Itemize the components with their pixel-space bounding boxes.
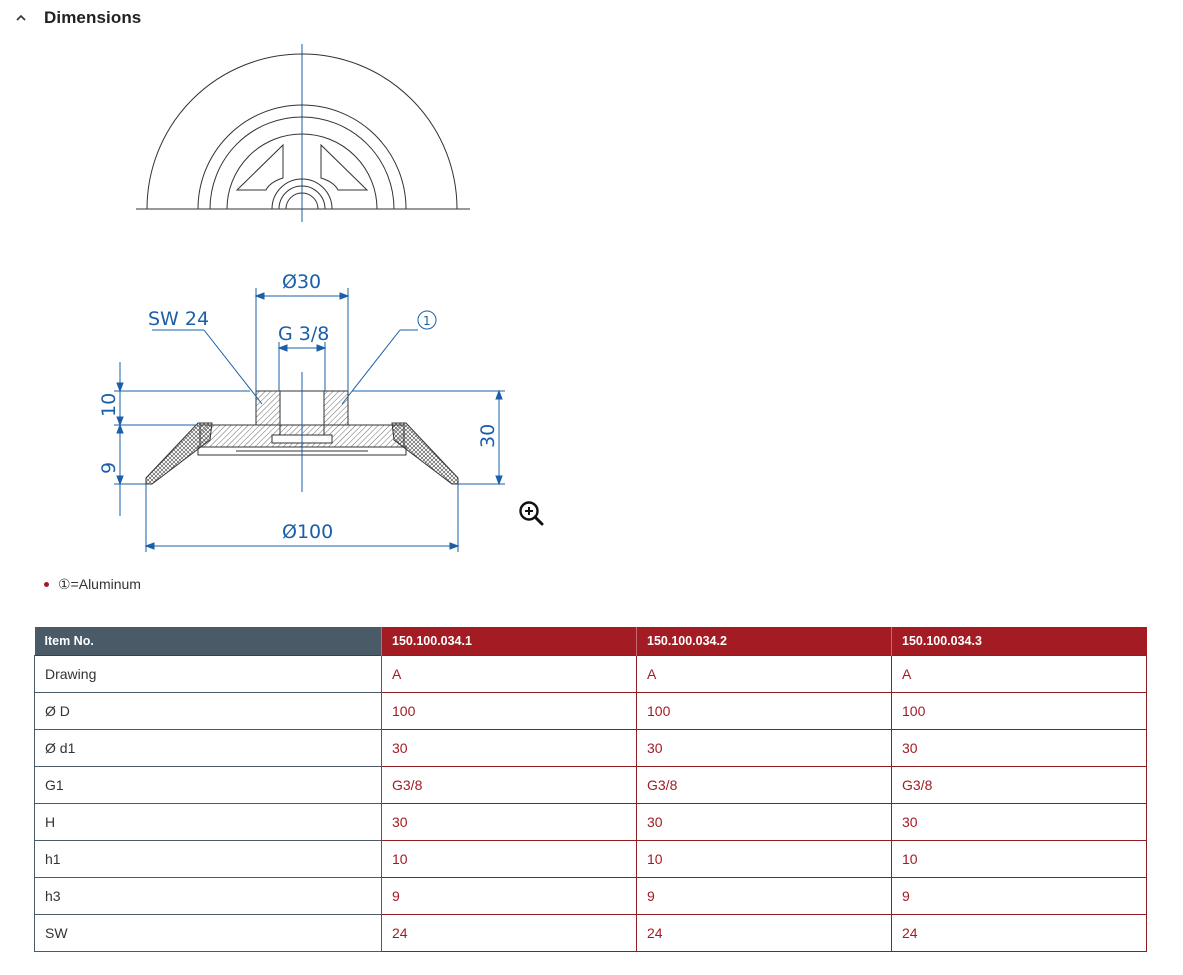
callout-marker xyxy=(418,311,436,329)
header-item-1: 150.100.034.1 xyxy=(382,627,637,656)
table-row xyxy=(35,656,1147,693)
callout-number: 1 xyxy=(423,314,431,328)
cell-value: 30 xyxy=(637,730,892,767)
row-label: h3 xyxy=(35,878,382,915)
cell-value: 9 xyxy=(637,878,892,915)
dimension-drawing xyxy=(0,0,600,570)
cell-value: 9 xyxy=(382,878,637,915)
label-h30: 30 xyxy=(477,423,499,448)
cross-section xyxy=(146,372,458,492)
cell-value: 9 xyxy=(892,878,1147,915)
table-header-row xyxy=(35,627,1147,656)
top-view xyxy=(136,44,470,222)
cell-value: 30 xyxy=(892,730,1147,767)
legend-item: ①=Aluminum xyxy=(58,576,141,592)
spec-table xyxy=(34,627,1147,952)
row-label: Ø D xyxy=(35,693,382,730)
cell-value: A xyxy=(382,656,637,693)
cell-value: G3/8 xyxy=(637,767,892,804)
header-item-2: 150.100.034.2 xyxy=(637,627,892,656)
table-row xyxy=(35,767,1147,804)
material-legend xyxy=(44,576,141,593)
cell-value: 24 xyxy=(637,915,892,952)
label-d30: Ø30 xyxy=(282,271,322,293)
row-label: h1 xyxy=(35,841,382,878)
cell-value: 100 xyxy=(637,693,892,730)
table-row xyxy=(35,878,1147,915)
cell-value: 100 xyxy=(892,693,1147,730)
cell-value: 10 xyxy=(382,841,637,878)
cell-value: 30 xyxy=(382,730,637,767)
cell-value: A xyxy=(637,656,892,693)
cell-value: 10 xyxy=(892,841,1147,878)
table-row xyxy=(35,730,1147,767)
label-h10: 10 xyxy=(98,392,120,417)
row-label: Drawing xyxy=(35,656,382,693)
table-row xyxy=(35,841,1147,878)
header-item-no: Item No. xyxy=(35,627,382,656)
bullet-icon xyxy=(44,582,49,587)
section-title: Dimensions xyxy=(44,8,142,27)
zoom-in-icon[interactable] xyxy=(517,499,545,527)
label-g: G 3/8 xyxy=(278,323,330,345)
header-item-3: 150.100.034.3 xyxy=(892,627,1147,656)
cell-value: 100 xyxy=(382,693,637,730)
row-label: Ø d1 xyxy=(35,730,382,767)
cell-value: 24 xyxy=(892,915,1147,952)
cell-value: 30 xyxy=(637,804,892,841)
cell-value: 10 xyxy=(637,841,892,878)
cell-value: 30 xyxy=(892,804,1147,841)
table-row xyxy=(35,915,1147,952)
cell-value: G3/8 xyxy=(892,767,1147,804)
table-row xyxy=(35,804,1147,841)
label-h9: 9 xyxy=(98,461,120,474)
cell-value: 30 xyxy=(382,804,637,841)
cell-value: G3/8 xyxy=(382,767,637,804)
row-label: H xyxy=(35,804,382,841)
label-d100: Ø100 xyxy=(282,521,334,543)
table-row xyxy=(35,693,1147,730)
cell-value: 24 xyxy=(382,915,637,952)
label-sw: SW 24 xyxy=(148,308,210,330)
row-label: SW xyxy=(35,915,382,952)
cell-value: A xyxy=(892,656,1147,693)
row-label: G1 xyxy=(35,767,382,804)
